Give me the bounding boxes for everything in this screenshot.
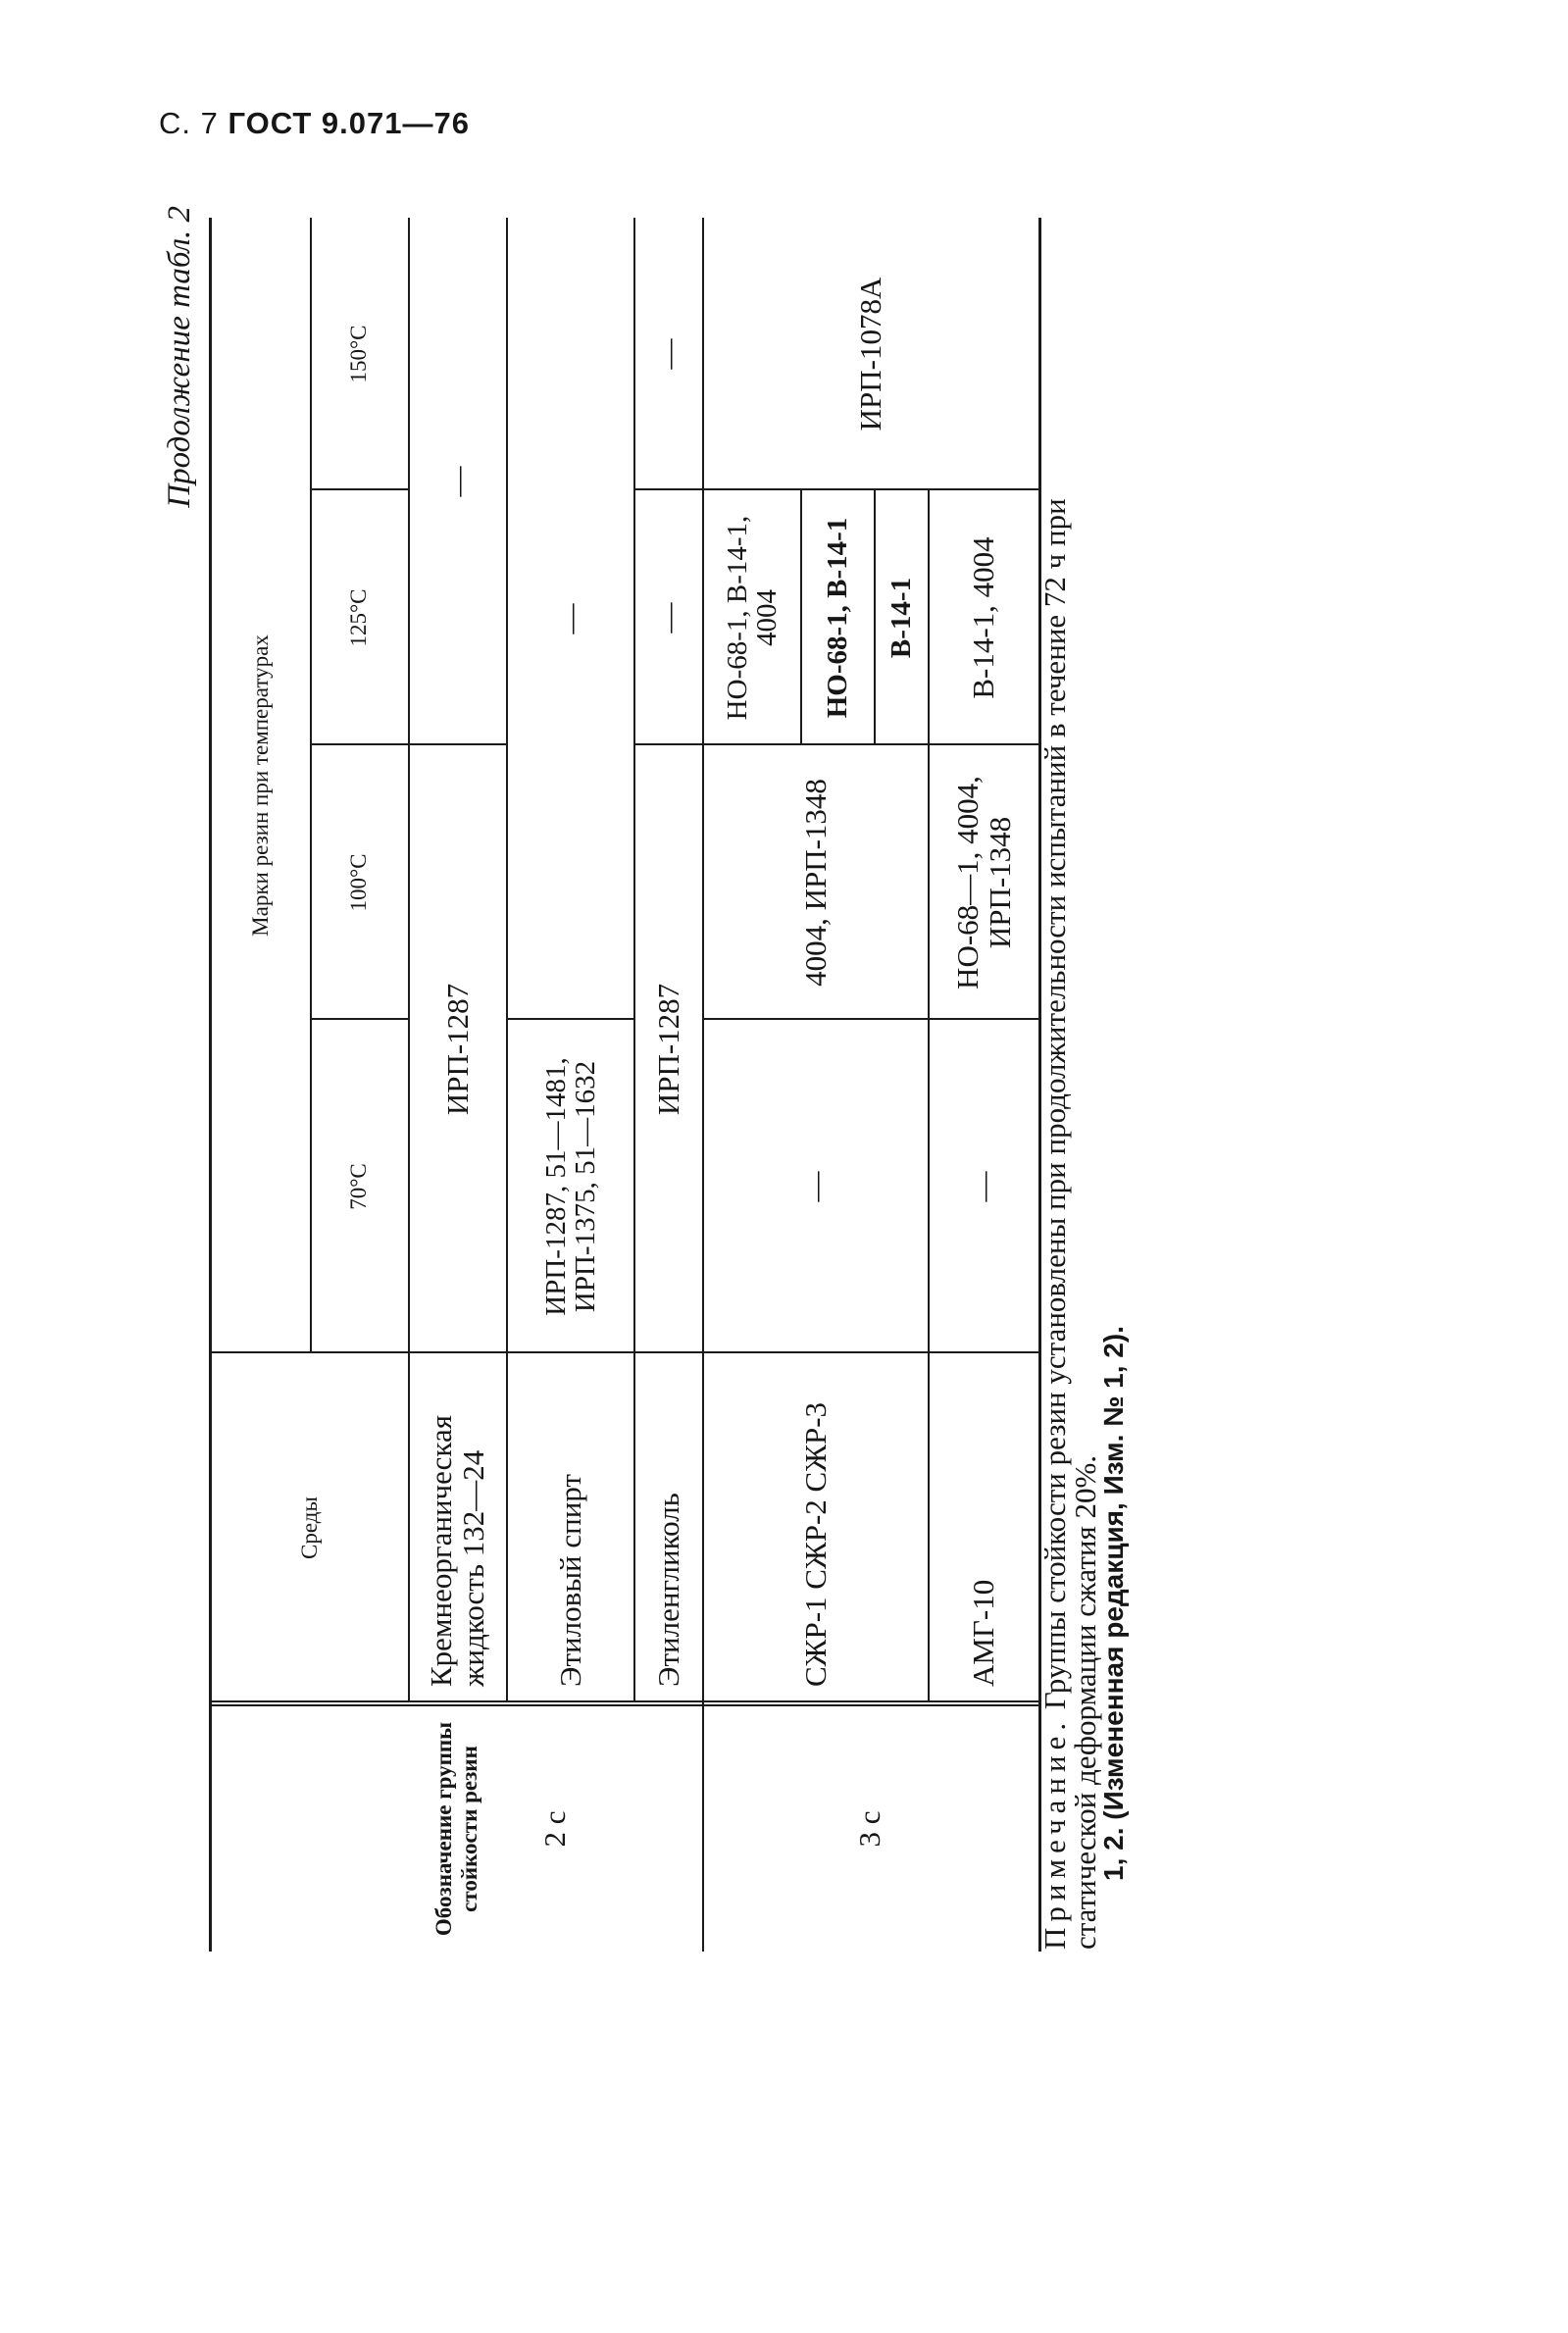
grade-szhr-125-b: НО-68-1, В-14-1 [822,517,854,719]
grade-szhr-100: 4004, ИРП-1348 [797,779,833,987]
temp-100-header: 100°С [345,853,371,912]
note-line-2: статической деформации сжатия 20%. [1068,1454,1102,1950]
medium-amg-10: АМГ-10 [966,1579,1001,1687]
grade-amg-100: НО-68—1, 4004, ИРП-1348 [949,776,1017,989]
grade-amg-70: — [966,1171,1001,1202]
page-number: С. 7 [159,106,219,140]
grade-silicone-70-100: ИРП-1287 [439,983,475,1116]
grade-ethyl-alcohol-100-125: — [552,603,587,634]
grades-column-header: Марки резин при температурах [247,634,273,937]
rotated-content [162,206,1172,1971]
group-column-header: Обозначение группы стойкости резин [430,1721,481,1937]
note-label: Примечание. [1037,1716,1072,1950]
temp-70-header: 70°С [345,1163,371,1210]
temp-125-header: 125°С [345,588,371,647]
grade-ethylene-glycol-150: — [650,338,685,370]
standard-number: ГОСТ 9.071—76 [228,106,470,140]
page-header [159,106,470,141]
grade-amg-125: В-14-1, 4004 [966,536,1001,699]
grade-ethylene-glycol-70-100: ИРП-1287 [650,983,685,1116]
grade-silicone-125-150: — [439,466,475,497]
grade-szhr-amg-150: ИРП-1078А [853,277,888,431]
media-column-header: Среды [296,1496,322,1559]
medium-ethyl-alcohol: Этиловый спирт [552,1474,587,1687]
temp-150-header: 150°С [345,325,371,383]
note-line-1 [1039,218,1070,1950]
grade-ethylene-glycol-125: — [650,602,685,634]
grade-szhr-125-a: НО-68-1, В-14-1, 4004 [721,515,783,721]
table-note [1039,218,1128,1950]
group-2c-label: 2 с [536,1810,572,1848]
note-change-reference: 1, 2. (Измененная редакция, Изм. № 1, 2). [1098,1326,1129,1881]
group-3c-label: 3 с [852,1810,887,1848]
note-text-1: Группы стойкости резин установлены при продолжительности испытаний в течение 72 ч при [1037,498,1072,1710]
grade-szhr-70: — [797,1171,833,1202]
grade-ethyl-alcohol-70: ИРП-1287, 51—1481, ИРП-1375, 51—1632 [539,1057,601,1316]
resin-grades-table [209,218,1041,1952]
medium-silicone-fluid: Кремнеорганическая жидкость 132—24 [424,1414,490,1687]
grade-szhr-125-c: В-14-1 [885,577,918,659]
medium-ethylene-glycol: Этиленгликоль [650,1493,685,1687]
table-continued-label: Продолжение табл. 2 [162,206,197,508]
medium-szhr: СЖР-1 СЖР-2 СЖР-3 [797,1401,833,1687]
